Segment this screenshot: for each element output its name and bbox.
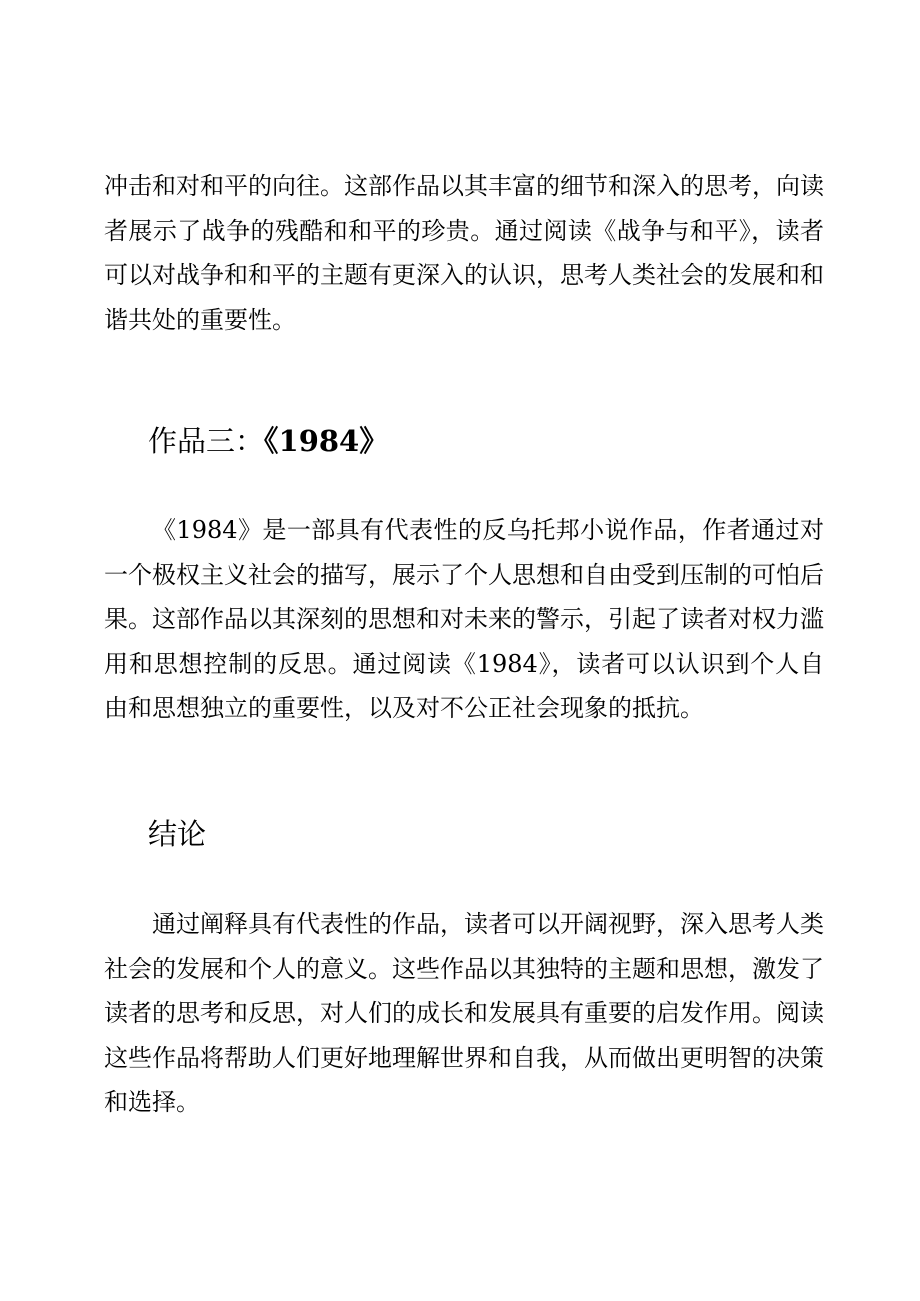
conclusion-paragraph: 通过阐释具有代表性的作品，读者可以开阔视野，深入思考人类社会的发展和个人的意义。这些作品以其独特的主题和思想，激发了读者的思考和反思，对人们的成长和发展具有重要的启发作用。阅读这些作品将帮助人们更好地理解世界和自我，从而做出更明智的决策和选择。	[104, 910, 824, 1116]
continuation-paragraph: 冲击和对和平的向往。这部作品以其丰富的细节和深入的思考，向读者展示了战争的残酷和和平的珍贵。通过阅读《战争与和平》，读者可以对战争和和平的主题有更深入的认识，思考人类社会的发展和和谐共处的重要性。	[104, 172, 824, 334]
conclusion-heading: 结论	[148, 817, 207, 851]
section-3-heading	[148, 423, 388, 459]
section-3-heading-title: 《1984》	[264, 424, 389, 458]
section-3-paragraph: 《1984》是一部具有代表性的反乌托邦小说作品，作者通过对一个极权主义社会的描写，展示了个人思想和自由受到压制的可怕后果。这部作品以其深刻的思想和对未来的警示，引起了读者对权力滥用和思想控制的反思。通过阅读《1984》，读者可以认识到个人自由和思想独立的重要性，以及对不公正社会现象的抵抗。	[104, 516, 824, 722]
section-3-heading-prefix: 作品三：	[148, 424, 265, 458]
